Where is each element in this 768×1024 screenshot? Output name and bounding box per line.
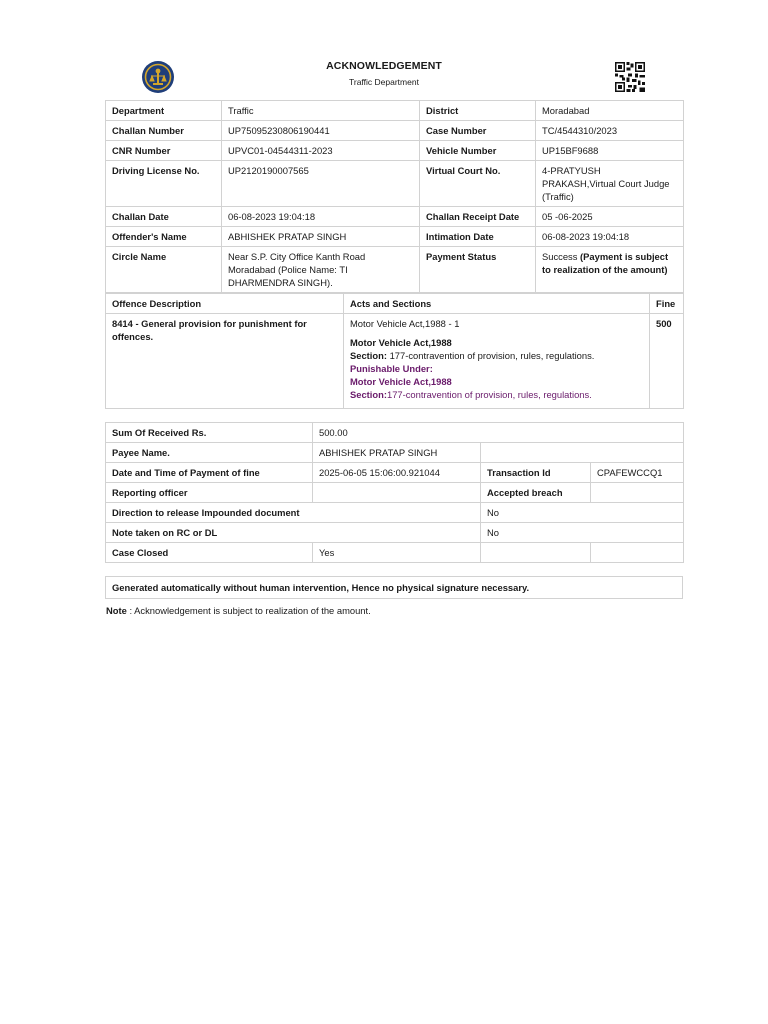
value-transaction-id: CPAFEWCCQ1 [591,463,684,483]
note-label: Note [106,605,127,616]
label-intimation-date: Intimation Date [420,227,536,247]
value-cnr-number: UPVC01-04544311-2023 [222,141,420,161]
label-case-closed: Case Closed [106,543,313,563]
label-circle-name: Circle Name [106,247,222,293]
table-row [106,503,684,523]
note-text: : Acknowledgement is subject to realization of the amount. [126,605,371,616]
value-payment-datetime: 2025-06-05 15:06:00.921044 [313,463,481,483]
value-circle-name: Near S.P. City Office Kanth Road Moradabad (Police Name: TI DHARMENDRA SINGH). [222,247,420,293]
label-driving-license: Driving License No. [106,161,222,207]
value-intimation-date: 06-08-2023 19:04:18 [536,227,684,247]
table-row [106,577,683,599]
label-challan-receipt-date: Challan Receipt Date [420,207,536,227]
punishable-act: Motor Vehicle Act,1988 [350,376,452,387]
value-district: Moradabad [536,101,684,121]
label-vehicle-number: Vehicle Number [420,141,536,161]
value-payee-name: ABHISHEK PRATAP SINGH [313,443,481,463]
label-sum-received: Sum Of Received Rs. [106,423,313,443]
table-row [106,463,684,483]
value-release-direction: No [481,503,684,523]
footer-note [106,605,371,616]
value-vehicle-number: UP15BF9688 [536,141,684,161]
label-payment-datetime: Date and Time of Payment of fine [106,463,313,483]
section-line [350,349,643,362]
table-row [106,101,684,121]
offence-table [105,293,684,409]
table-row [106,247,684,293]
value-driving-license: UP2120190007565 [222,161,420,207]
empty-cell [481,543,591,563]
generated-notice-box [105,576,683,599]
label-reporting-officer: Reporting officer [106,483,313,503]
section-text: 177-contravention of provision, rules, regulations. [389,350,595,361]
label-transaction-id: Transaction Id [481,463,591,483]
label-accepted-breach: Accepted breach [481,483,591,503]
header-fine: Fine [650,294,684,314]
label-virtual-court: Virtual Court No. [420,161,536,207]
label-challan-date: Challan Date [106,207,222,227]
punishable-section-label: Section: [350,389,387,400]
header-offence-description: Offence Description [106,294,344,314]
label-challan-number: Challan Number [106,121,222,141]
acts-sections-cell [344,314,650,409]
payment-table [105,422,684,563]
payment-status-text: Success [542,251,578,262]
table-row [106,314,684,409]
act-title: Motor Vehicle Act,1988 [350,337,452,348]
offence-description: 8414 - General provision for punishment for offences. [106,314,344,409]
label-offender-name: Offender's Name [106,227,222,247]
table-row [106,443,684,463]
value-accepted-breach [591,483,684,503]
punishable-label: Punishable Under: [350,363,433,374]
label-note-rc-dl: Note taken on RC or DL [106,523,481,543]
empty-cell [591,543,684,563]
table-row [106,227,684,247]
value-note-rc-dl: No [481,523,684,543]
table-row [106,161,684,207]
value-reporting-officer [313,483,481,503]
value-challan-date: 06-08-2023 19:04:18 [222,207,420,227]
table-row [106,483,684,503]
generated-notice: Generated automatically without human intervention, Hence no physical signature necessary. [106,577,683,599]
value-payment-status [536,247,684,293]
label-district: District [420,101,536,121]
table-row [106,523,684,543]
label-release-direction: Direction to release Impounded document [106,503,481,523]
label-payee-name: Payee Name. [106,443,313,463]
table-row [106,543,684,563]
table-row [106,121,684,141]
section-label: Section: [350,350,387,361]
table-row [106,141,684,161]
value-sum-received: 500.00 [313,423,684,443]
challan-details-table [105,100,684,293]
value-case-number: TC/4544310/2023 [536,121,684,141]
value-challan-receipt-date: 05 -06-2025 [536,207,684,227]
page-subtitle: Traffic Department [349,77,419,87]
value-case-closed: Yes [313,543,481,563]
table-row [106,207,684,227]
label-payment-status: Payment Status [420,247,536,293]
label-department: Department [106,101,222,121]
header-acts-sections: Acts and Sections [344,294,650,314]
label-cnr-number: CNR Number [106,141,222,161]
table-row [106,423,684,443]
empty-cell [481,443,684,463]
label-case-number: Case Number [420,121,536,141]
qr-code-icon [615,62,645,92]
punishable-section-line [350,388,643,401]
punishable-section-text: 177-contravention of provision, rules, regulations. [386,389,592,400]
value-department: Traffic [222,101,420,121]
payment-status-remark: (Payment is subject to realization of the amount) [542,251,669,275]
table-header-row [106,294,684,314]
act-line: Motor Vehicle Act,1988 - 1 [350,318,460,329]
value-challan-number: UP75095230806190441 [222,121,420,141]
fine-amount: 500 [650,314,684,409]
value-virtual-court: 4-PRATYUSH PRAKASH,Virtual Court Judge (Traffic) [536,161,684,207]
value-offender-name: ABHISHEK PRATAP SINGH [222,227,420,247]
page-title: ACKNOWLEDGEMENT [326,60,442,72]
